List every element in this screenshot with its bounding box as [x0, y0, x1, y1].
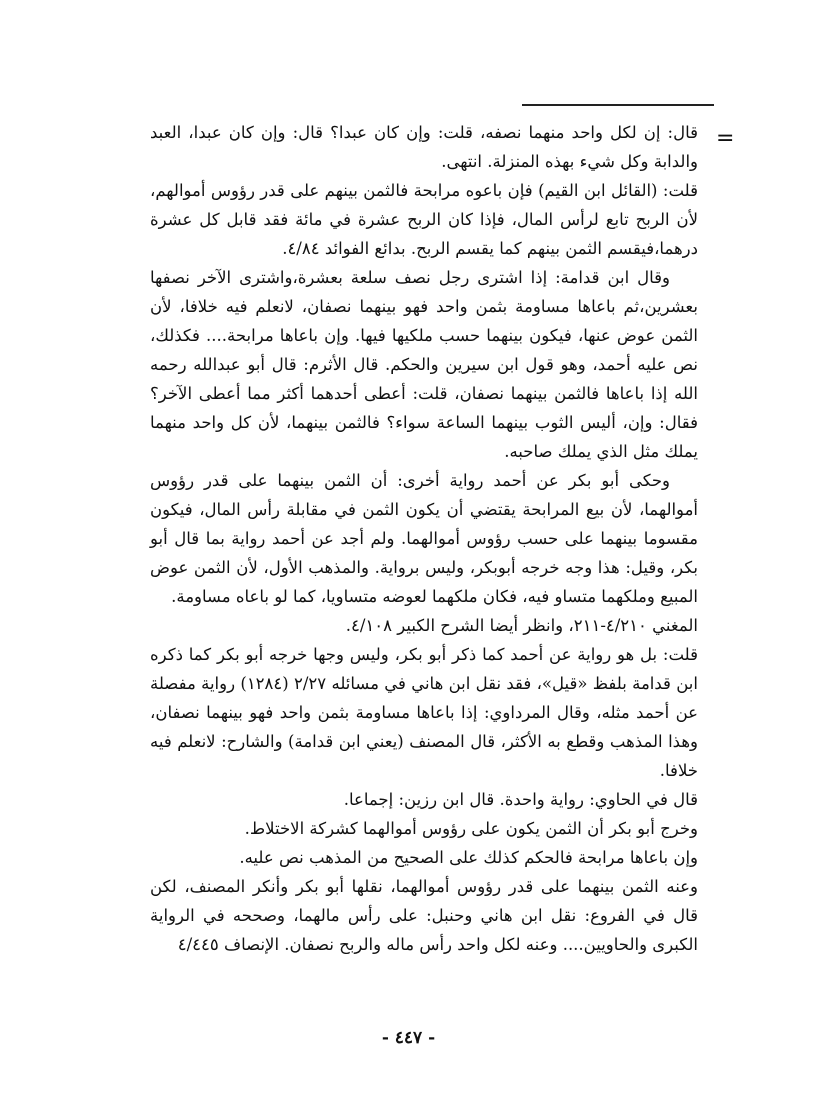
footnote-separator-rule: [522, 104, 714, 106]
paragraph-5-citation: المغني ٤/٢١٠-٢١١، وانظر أيضا الشرح الكبير ٤/١٠٨.: [345, 616, 698, 635]
page-number: - ٤٤٧ -: [381, 1028, 436, 1048]
paragraph-8: وخرج أبو بكر أن الثمن يكون على رؤوس أموالهما كشركة الاختلاط.: [244, 819, 698, 838]
paragraph-7: قال في الحاوي: رواية واحدة. قال ابن رزين: إجماعا.: [343, 790, 698, 809]
continuation-mark: =: [716, 126, 735, 151]
paragraph-6: قلت: بل هو رواية عن أحمد كما ذكر أبو بكر، وليس وجها خرجه أبو بكر كما ذكره ابن قدامة بلفظ «قيل»، فقد نقل ابن هاني في مسائله ٢/٢٧ (١٢٨٤) رواية مفصلة عن أحمد مثله، وقال المرداوي: إذا باعاها مساومة بثمن واحد فهو بينهما نصفان، وهذا المذهب وقطع به الأكثر، قال المصنف (يعني ابن قدامة) والشارح: لانعلم فيه خلافا.: [150, 645, 698, 780]
footnote-text-block: [150, 118, 698, 959]
paragraph-1: قال: إن لكل واحد منهما نصفه، قلت: وإن كان عبدا؟ قال: وإن كان عبدا، العبد والدابة وكل شيء بهذه المنزلة. انتهى.: [150, 123, 698, 171]
paragraph-2: قلت: (القائل ابن القيم) فإن باعوه مرابحة فالثمن بينهم على قدر رؤوس أموالهم، لأن الربح تابع لرأس المال، فإذا كان الربح عشرة في مائة فقد قابل كل عشرة درهما،فيقسم الثمن بينهم كما يقسم الربح. بدائع الفوائد ٤/٨٤.: [150, 181, 698, 258]
paragraph-9: وإن باعاها مرابحة فالحكم كذلك على الصحيح من المذهب نص عليه.: [239, 848, 698, 867]
paragraph-4: وحكى أبو بكر عن أحمد رواية أخرى: أن الثمن بينهما على قدر رؤوس أموالهما، لأن بيع المرابحة يقتضي أن يكون الثمن في مقابلة رأس المال، فيكون مقسوما بينهما على حسب رؤوس أموالهما. ولم أجد عن أحمد رواية بما قال أبو بكر، وقيل: هذا وجه خرجه أبوبكر، وليس برواية. والمذهب الأول، لأن الثمن عوض المبيع وملكهما متساو فيه، فكان ملكهما لعوضه متساويا، كما لو باعاه مساومة.: [150, 471, 698, 606]
paragraph-3: وقال ابن قدامة: إذا اشترى رجل نصف سلعة بعشرة،واشترى الآخر نصفها بعشرين،ثم باعاها مساومة بثمن واحد فهو بينهما نصفان، لانعلم فيه خلافا، لأن الثمن عوض عنها، فيكون بينهما حسب ملكيها فيها. وإن باعاها مرابحة.... فكذلك، نص عليه أحمد، وهو قول ابن سيرين والحكم. قال الأثرم: قال أبو عبدالله رحمه الله إذا باعاها فالثمن بينهما نصفان، قلت: أعطى أحدهما أكثر مما أعطى الآخر؟ فقال: وإن، أليس الثوب بينهما الساعة سواء؟ فالثمن بينهما، لأن كل واحد منهما يملك مثل الذي يملك صاحبه.: [150, 268, 698, 461]
paragraph-10: وعنه الثمن بينهما على قدر رؤوس أموالهما، نقلها أبو بكر وأنكر المصنف، لكن قال في الفروع: نقل ابن هاني وحنبل: على رأس مالهما، وصححه في الرواية الكبرى والحاويين.... وعنه لكل واحد رأس ماله والربح نصفان. الإنصاف ٤/٤٤٥: [150, 877, 698, 954]
